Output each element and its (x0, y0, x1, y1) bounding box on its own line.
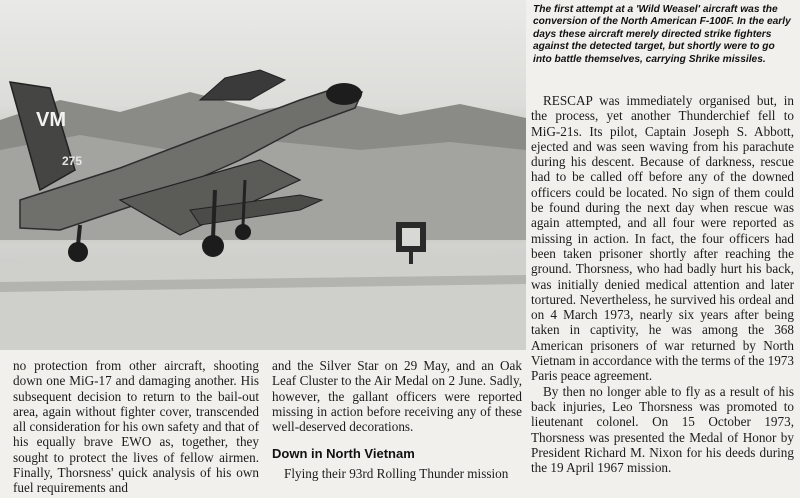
aircraft-photo (0, 0, 526, 350)
paragraph: and the Silver Star on 29 May, and an Oak Leaf Cluster to the Air Medal on 2 June. Sadly, however, the gallant officers were reported missing in action before receiving any of these well-deserved decorations. (272, 358, 522, 435)
f100f-aircraft-illustration (0, 0, 526, 350)
article-column-middle (272, 358, 522, 481)
paragraph: Flying their 93rd Rolling Thunder mission (284, 465, 509, 481)
paragraph: no protection from other aircraft, shooting down one MiG-17 and damaging another. His subsequent decision to return to the bail-out area, again without fighter cover, transcended all consideration for his own safety and that of his equally brave EWO as, together, they sought to protect the lives of fellow airmen. Finally, Thorsness' quick analysis of his own fuel requirements and (13, 358, 259, 496)
photo-caption: The first attempt at a 'Wild Weasel' aircraft was the conversion of the North American F-100F. In the early days these aircraft merely directed strike fighters against the detected target, but shortly were to go into battle themselves, carrying Shrike missiles. (533, 4, 791, 65)
article-column-left (13, 358, 259, 496)
paragraph: RESCAP was immediately organised but, in the process, yet another Thunderchief fell to MiG-21s. Its pilot, Captain Joseph S. Abbott, ejected and was seen waving from his parachute during his descent. Because of darkness, rescue had to be called off before any of the downed officers could be located. No sign of them could be found during the next day when rescue was again attempted, and all four were reported as missing in action. In fact, the four officers had been taken prisoner shortly after reaching the ground. Thorsness, who had badly hurt his back, was initially denied medical attention and later tortured. Nevertheless, he survived his ordeal and on 4 March 1973, nearly six years after being taken in captivity, he was among the 368 American prisoners of war returned by North Vietnam in accordance with the terms of the 1973 Paris peace agreement. (531, 93, 794, 384)
section-heading: Down in North Vietnam (272, 446, 415, 462)
article-column-right (531, 93, 794, 475)
paragraph: By then no longer able to fly as a result of his back injuries, Leo Thorsness was promoted to lieutenant colonel. On 15 October 1973, Thorsness was presented the Medal of Honor by President Richard M. Nixon for his deeds during the 19 April 1967 mission. (531, 383, 794, 476)
tail-serial: 275 (62, 154, 83, 168)
tail-code: VM (36, 109, 66, 131)
